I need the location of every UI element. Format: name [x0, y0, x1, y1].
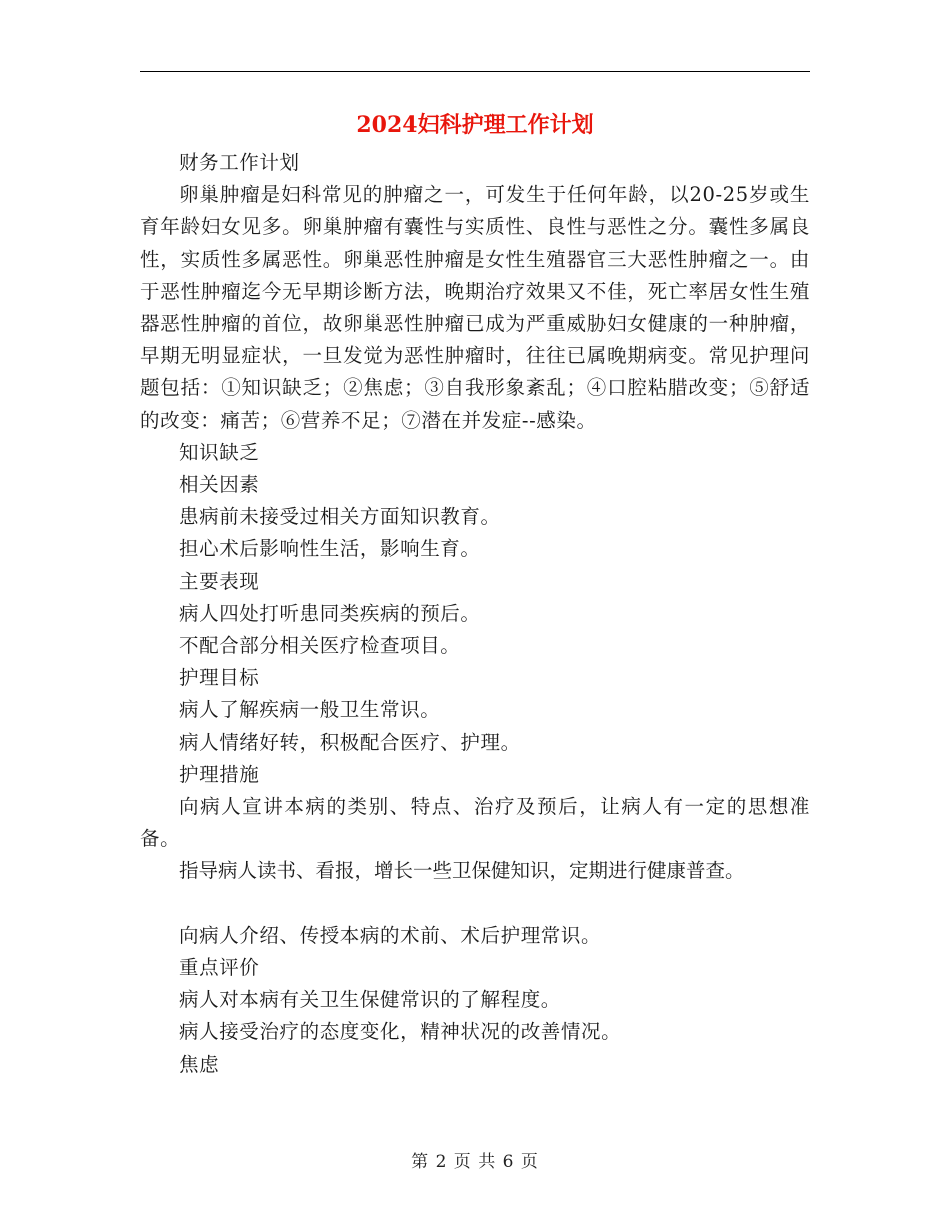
section-heading: 护理措施	[179, 762, 260, 786]
header-rule	[140, 71, 810, 72]
paragraph: 病人四处打听患同类疾病的预后。	[179, 601, 481, 625]
paragraph-subtitle: 财务工作计划	[179, 151, 300, 174]
paragraph: 向病人宣讲本病的类别、特点、治疗及预后，让病人有一定的思想准备。	[140, 795, 810, 851]
section-heading: 知识缺乏	[179, 440, 260, 464]
section-heading: 主要表现	[179, 569, 260, 593]
document-title: 2024妇科护理工作计划	[356, 112, 594, 138]
paragraph: 指导病人读书、看报，增长一些卫保健知识，定期进行健康普查。	[179, 859, 745, 883]
paragraph: 病人了解疾病一般卫生常识。	[179, 698, 441, 722]
section-heading: 焦虑	[179, 1052, 220, 1076]
document-body	[140, 147, 810, 1081]
paragraph: 病人对本病有关卫生保健常识的了解程度。	[179, 988, 561, 1012]
section-heading: 相关因素	[179, 473, 260, 497]
page-number: 第 2 页 共 6 页	[411, 1152, 539, 1172]
paragraph: 担心术后影响性生活，影响生育。	[179, 537, 481, 561]
paragraph: 病人接受治疗的态度变化，精神状况的改善情况。	[179, 1020, 622, 1044]
paragraph: 患病前未接受过相关方面知识教育。	[179, 505, 501, 529]
paragraph-intro: 卵巢肿瘤是妇科常见的肿瘤之一，可发生于任何年龄，以20-25岁或生育年龄妇女见多。卵巢肿瘤有囊性与实质性、良性与恶性之分。囊性多属良性，实质性多属恶性。卵巢恶性肿瘤是女性生殖器官三大恶性肿瘤之一。由于恶性肿瘤迄今无早期诊断方法，晚期治疗效果又不佳，死亡率居女性生殖器恶性肿瘤的首位，故卵巢恶性肿瘤已成为严重威胁妇女健康的一种肿瘤，早期无明显症状，一旦发觉为恶性肿瘤时，往往已属晚期病变。常见护理问题包括：①知识缺乏；②焦虑；③自我形象紊乱；④口腔粘腊改变；⑤舒适的改变：痛苦；⑥营养不足；⑦潜在并发症--感染。	[140, 183, 810, 432]
section-heading: 护理目标	[179, 666, 260, 690]
section-heading: 重点评价	[179, 956, 260, 980]
paragraph: 不配合部分相关医疗检查项目。	[179, 634, 461, 658]
paragraph: 向病人介绍、传授本病的术前、术后护理常识。	[179, 923, 602, 947]
paragraph: 病人情绪好转，积极配合医疗、护理。	[179, 730, 521, 754]
blank-line	[140, 888, 810, 920]
